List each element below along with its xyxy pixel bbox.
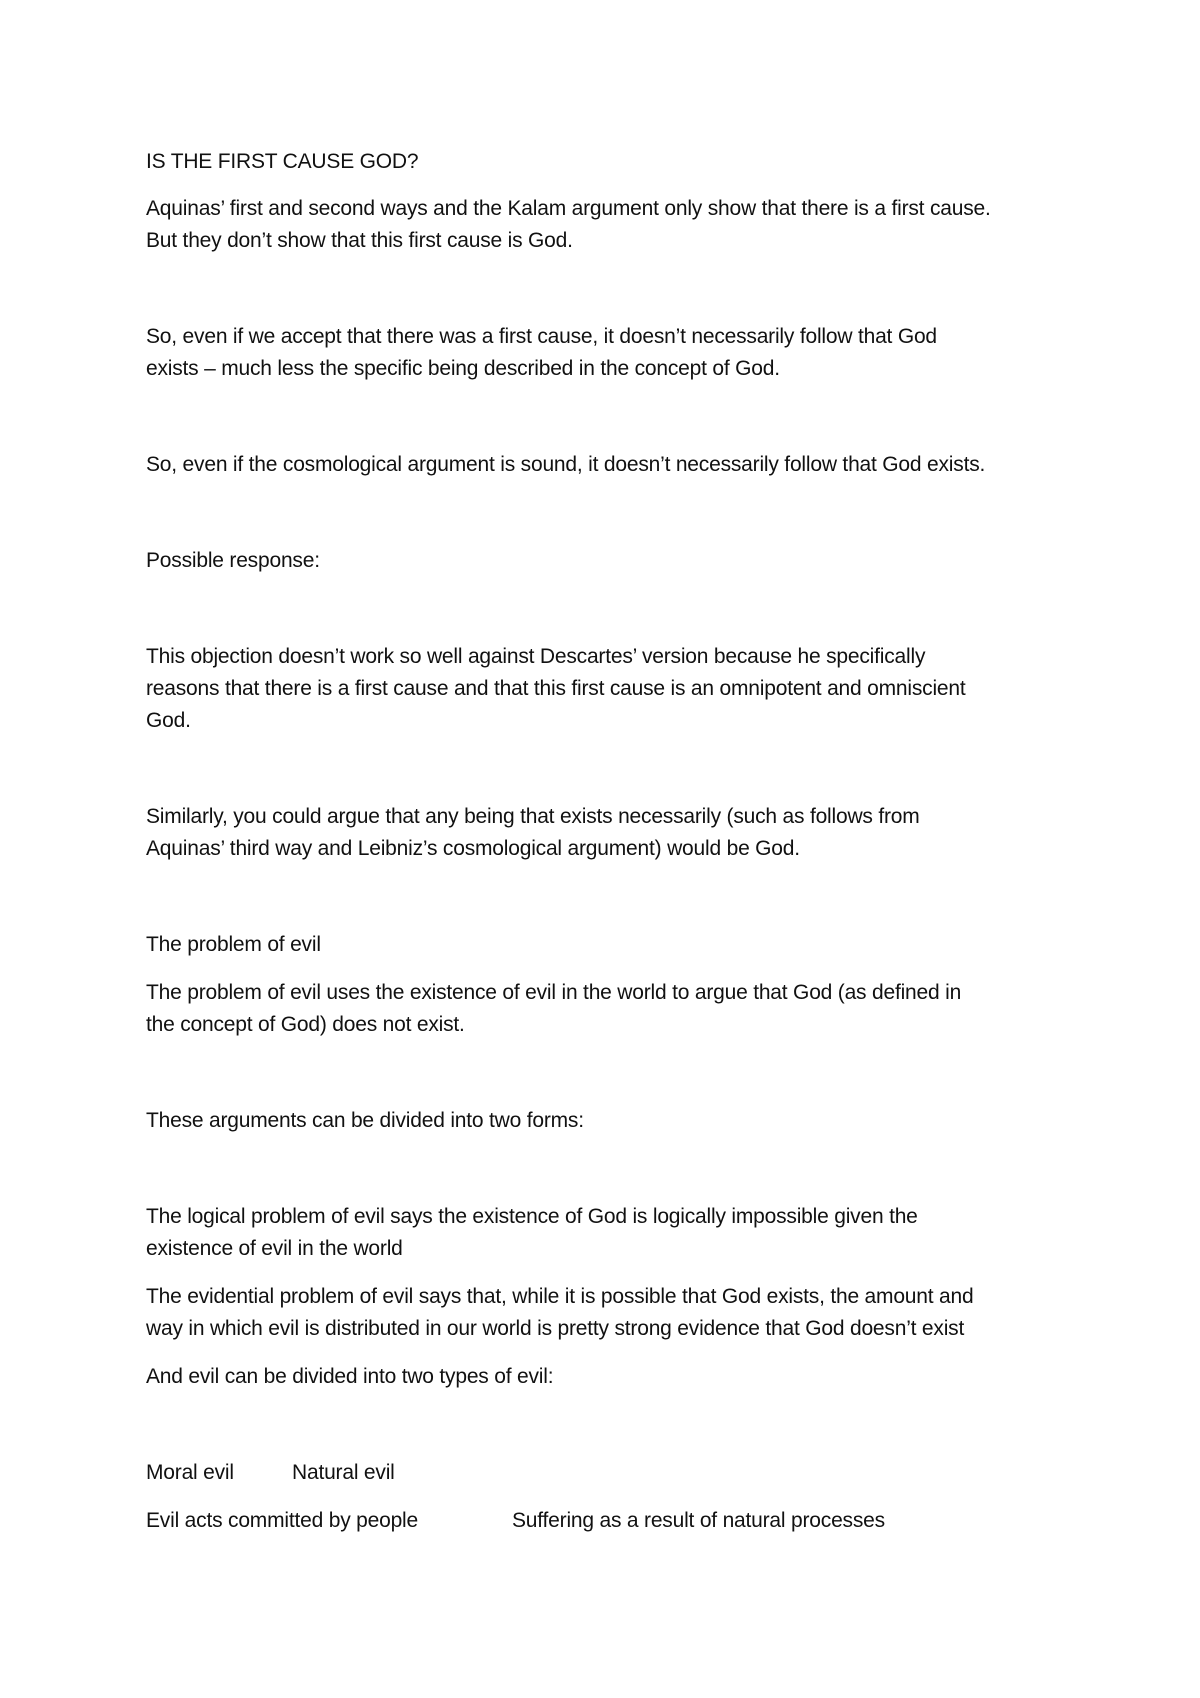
paragraph-line: exists – much less the specific being described in the concept of God. xyxy=(146,357,780,380)
paragraph-line: So, even if we accept that there was a first cause, it doesn’t necessarily follow that God xyxy=(146,325,937,348)
paragraph-line: The evidential problem of evil says that, while it is possible that God exists, the amount and xyxy=(146,1285,974,1308)
paragraph-line: existence of evil in the world xyxy=(146,1237,403,1260)
paragraph-line: reasons that there is a first cause and that this first cause is an omnipotent and omniscient xyxy=(146,677,966,700)
section-heading: The problem of evil xyxy=(146,933,321,956)
table-cell-right: Suffering as a result of natural processes xyxy=(512,1509,885,1532)
paragraph-line: Aquinas’ first and second ways and the Kalam argument only show that there is a first cause. xyxy=(146,197,991,220)
paragraph-line: But they don’t show that this first cause is God. xyxy=(146,229,573,252)
paragraph-line: Aquinas’ third way and Leibniz’s cosmological argument) would be God. xyxy=(146,837,800,860)
paragraph-line: God. xyxy=(146,709,191,732)
table-cell-left: Evil acts committed by people xyxy=(146,1509,418,1532)
paragraph-line: This objection doesn’t work so well against Descartes’ version because he specifically xyxy=(146,645,926,668)
paragraph-line: Similarly, you could argue that any being that exists necessarily (such as follows from xyxy=(146,805,920,828)
paragraph-line: the concept of God) does not exist. xyxy=(146,1013,465,1036)
paragraph-line: And evil can be divided into two types of evil: xyxy=(146,1365,554,1388)
paragraph-line: The problem of evil uses the existence of evil in the world to argue that God (as defined in xyxy=(146,981,962,1004)
paragraph-line: So, even if the cosmological argument is sound, it doesn’t necessarily follow that God exists. xyxy=(146,453,986,476)
paragraph-line: These arguments can be divided into two forms: xyxy=(146,1109,584,1132)
paragraph-line: way in which evil is distributed in our world is pretty strong evidence that God doesn’t exist xyxy=(146,1317,965,1340)
table-header-right: Natural evil xyxy=(292,1461,395,1484)
paragraph-line: Possible response: xyxy=(146,549,320,572)
paragraph-line: The logical problem of evil says the existence of God is logically impossible given the xyxy=(146,1205,918,1228)
document-heading: IS THE FIRST CAUSE GOD? xyxy=(146,150,419,173)
table-header-left: Moral evil xyxy=(146,1461,234,1484)
